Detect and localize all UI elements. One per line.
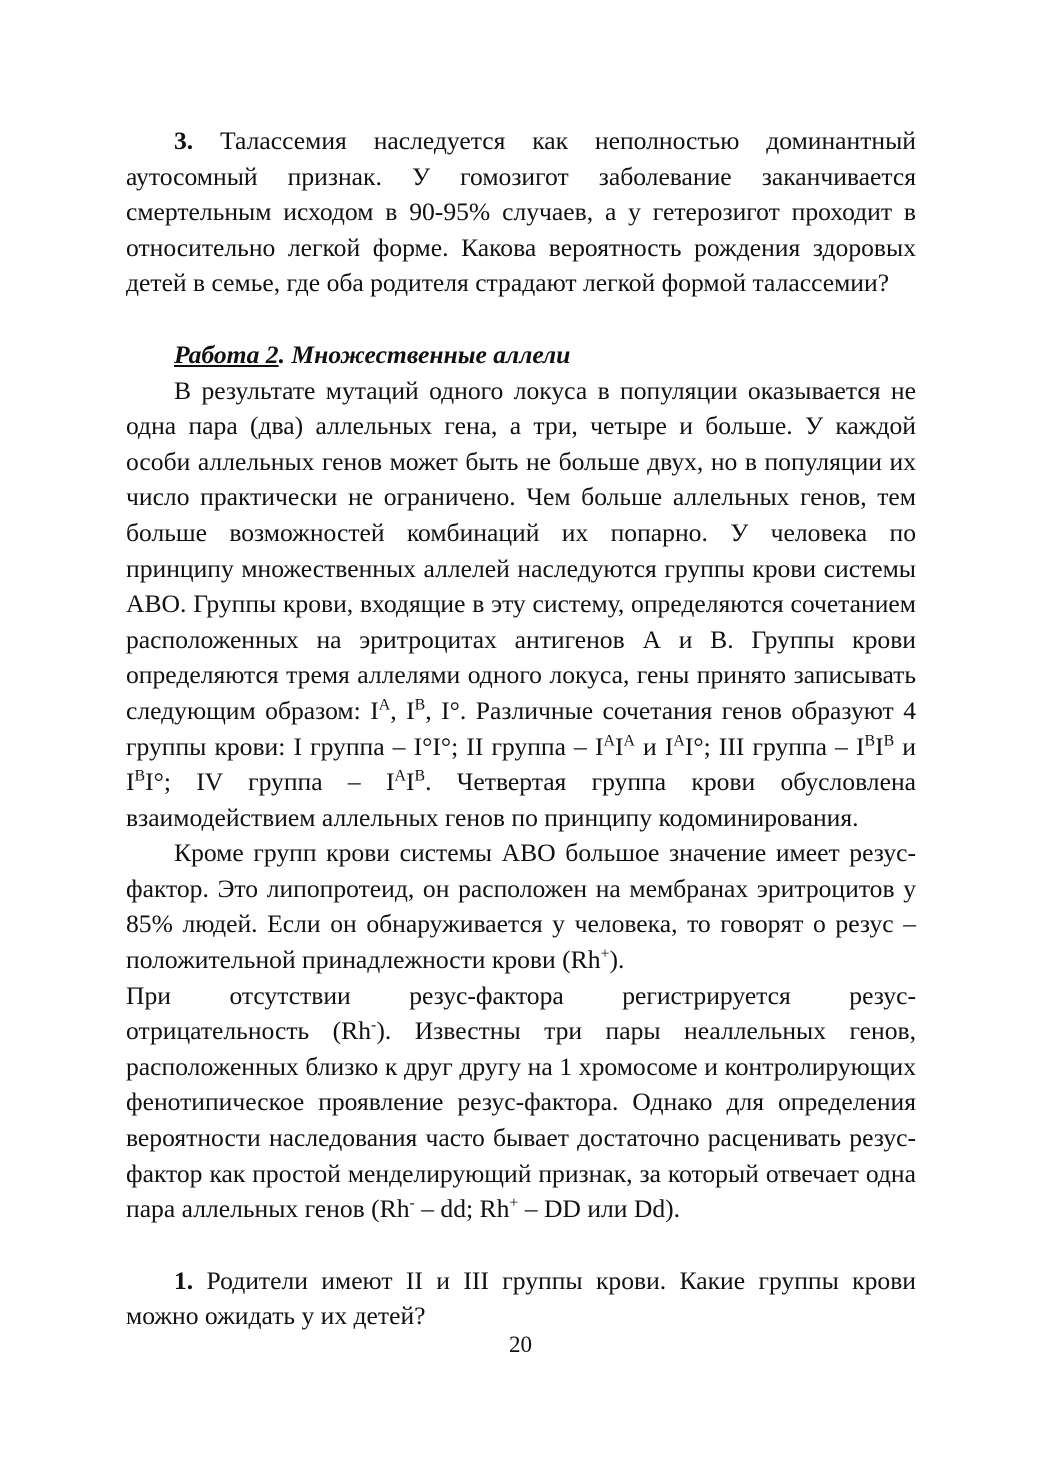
- superscript: +: [600, 945, 610, 963]
- text-run: . Четвертая группа крови обусловлена взаимодействием аллельных генов по принципу кодоминирования.: [126, 767, 916, 832]
- superscript: +: [509, 1194, 519, 1212]
- superscript: A: [603, 731, 615, 749]
- superscript: B: [414, 696, 426, 714]
- superscript: B: [864, 731, 876, 749]
- multiple-alleles-paragraph: [126, 373, 916, 836]
- gene-symbol: I: [406, 695, 415, 725]
- task-3-text: Талассемия наследуется как неполностью доминантный аутосомный признак. У гомозигот заболевание заканчивается смертельным исходом в 90-95% случаев, а у гетерозигот проходит в относительно легкой форме. Какова вероятность рождения здоровых детей в семье, где оба родителя страдают легкой формой талассемии?: [126, 126, 916, 298]
- gene-symbol: I: [594, 731, 604, 761]
- gene-symbol: I: [385, 767, 395, 797]
- task-3-paragraph: [126, 123, 916, 301]
- page-number: 20: [509, 1332, 532, 1357]
- word: При: [126, 980, 171, 1010]
- work-2-subtitle: Множественные аллели: [285, 339, 571, 369]
- text-run: – DD или Dd).: [518, 1194, 681, 1224]
- text-run: В результате мутаций одного локуса в популяции оказывается не одна пара (два) аллельных гена, а три, четыре и больше. У каждой особи аллельных генов может быть не больше двух, но в популяции их число практически не ограничено. Чем больше аллельных генов, тем больше возможностей комбинаций их попарно. У человека по принципу множественных аллелей наследуются группы крови системы АВО. Группы крови, входящие в эту систему, определяются сочетанием расположенных на эритроцитах антигенов А и В. Группы крови определяются тремя аллелями одного локуса, гены принято записывать следующим образом:: [126, 375, 916, 725]
- superscript: A: [378, 696, 391, 714]
- text-run: и: [634, 731, 665, 761]
- text-run: I°; IV группа –: [145, 767, 386, 797]
- gene-symbol: I: [126, 767, 135, 797]
- gene-symbol: I: [664, 731, 674, 761]
- superscript: B: [883, 731, 895, 749]
- spacer: [126, 301, 916, 337]
- work-2-title: Работа 2: [174, 339, 279, 369]
- superscript: A: [623, 731, 635, 749]
- spread-line: [126, 978, 916, 1014]
- work-2-dot: .: [278, 339, 285, 369]
- work-2-heading: [126, 337, 916, 373]
- superscript: A: [394, 767, 406, 785]
- task-3-number: 3.: [174, 126, 194, 155]
- text-run: ).: [609, 945, 625, 975]
- superscript: -: [409, 1194, 415, 1212]
- superscript: A: [673, 731, 685, 749]
- gene-symbol: I: [405, 767, 415, 797]
- gene-symbol: I: [614, 731, 624, 761]
- word: отсутствии: [229, 980, 351, 1010]
- task-1-number: 1.: [174, 1265, 194, 1295]
- text-run: отрицательность (Rh: [126, 1016, 372, 1046]
- text-run: – dd; Rh: [414, 1194, 510, 1224]
- superscript: B: [414, 767, 426, 785]
- rhesus-paragraph-continued: [126, 1013, 916, 1227]
- text-run: Кроме групп крови системы АВО большое значение имеет резус-фактор. Это липопротеид, он расположен на мембранах эритроцитов у 85% людей. Если он обнаруживается у человека, то говорят о резус – положительной принадлежности крови (Rh: [126, 838, 916, 975]
- gene-symbol: I: [875, 731, 884, 761]
- text-run: , I°. Различные сочетания генов образуют 4 группы крови: I группа – I°I°; II группа –: [126, 695, 916, 761]
- text-run: и: [894, 731, 916, 761]
- word: регистрируется: [622, 980, 791, 1010]
- text-run: ,: [390, 695, 407, 725]
- task-1-text: Родители имеют II и III группы крови. Какие группы крови можно ожидать у их детей?: [126, 1265, 916, 1331]
- superscript: -: [371, 1016, 377, 1034]
- task-1-paragraph: [126, 1263, 916, 1334]
- gene-symbol: I: [370, 695, 379, 725]
- text-run: I°; III группа –: [684, 731, 856, 761]
- page-body: [126, 123, 916, 1334]
- superscript: B: [134, 767, 146, 785]
- word: резус-фактора: [409, 980, 564, 1010]
- text-run: ). Известны три пары неаллельных генов, расположенных близко к друг другу на 1 хромосоме и контролирующих фенотипическое проявление резус-фактора. Однако для определения вероятности наследования часто бывает достаточно расценивать резус-фактор как простой менделирующий признак, за который отвечает одна пара аллельных генов (Rh: [126, 1016, 916, 1224]
- rhesus-paragraph: [126, 835, 916, 977]
- spacer: [126, 1227, 916, 1263]
- gene-symbol: I: [855, 731, 865, 761]
- word: резус-: [849, 980, 916, 1010]
